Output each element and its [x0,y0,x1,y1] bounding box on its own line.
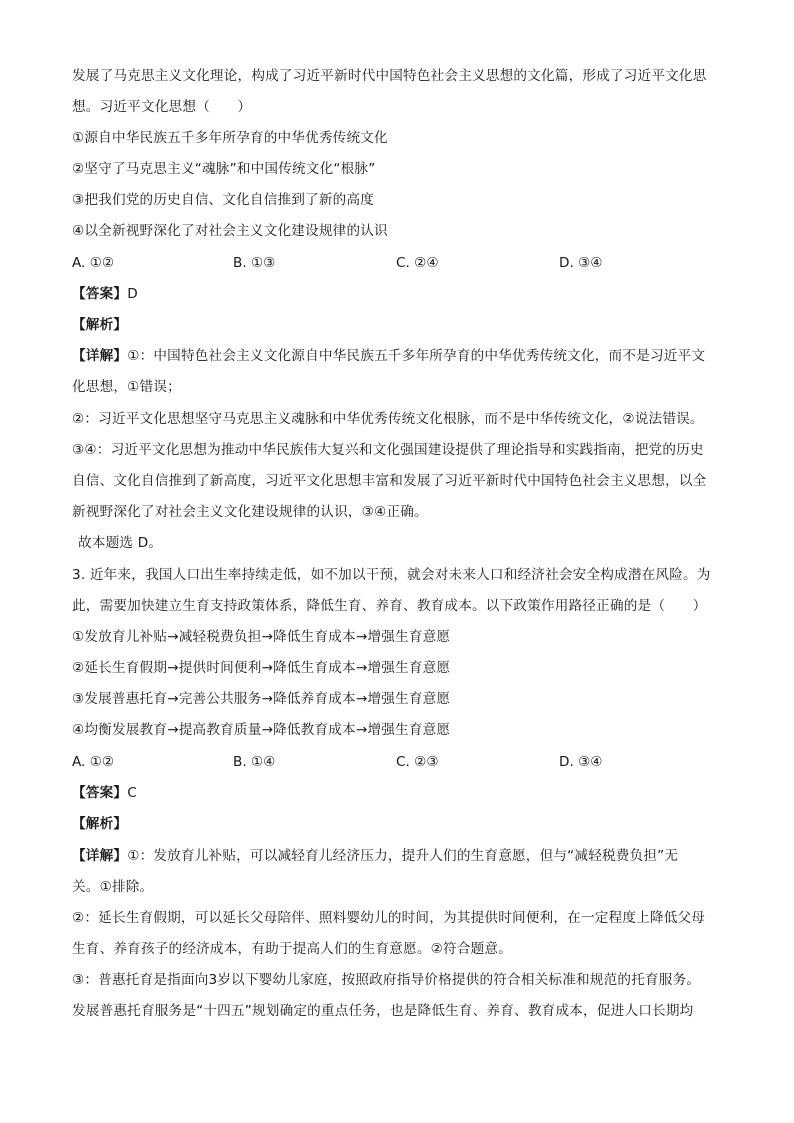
q3-detail-line-5: ③：普惠托育是指面向3岁以下婴幼儿家庭，按照政府指导价格提供的符合相关标准和规范的托育服务。 [72,972,701,988]
q3-item-1: ①发放育儿补贴→减轻税费负担→降低生育成本→增强生育意愿 [72,629,451,645]
q2-option-c: C. ②④ [396,255,439,271]
q2-stem-line-1: 发展了马克思主义文化理论，构成了习近平新时代中国特色社会主义思想的文化篇，形成了习近平文化思 [72,68,707,84]
q3-detail-line-6: 发展普惠托育服务是“十四五”规划确定的重点任务，也是降低生育、养育、教育成本，促进人口长期均 [72,1003,694,1019]
q3-detail-line-4: 生育、养育孩子的经济成本，有助于提高人们的生育意愿。②符合题意。 [72,941,512,957]
q2-detail-label: 【详解】 [72,348,128,364]
q3-detail-line-3: ②：延长生育假期，可以延长父母陪伴、照料婴幼儿的时间，为其提供时间便利，在一定程度上降低父母 [72,910,706,926]
q2-option-d: D. ③④ [559,255,603,271]
q3-option-b: B. ①④ [233,754,276,770]
q2-item-1: ①源自中华民族五千多年所孕育的中华优秀传统文化 [72,130,388,146]
q2-item-4: ④以全新视野深化了对社会主义文化建设规律的认识 [72,223,388,239]
q3-item-3: ③发展普惠托育→完善公共服务→降低养育成本→增强生育意愿 [72,691,451,707]
q2-answer-value: D [127,286,138,302]
q3-stem-line-2: 此，需要加快建立生育支持政策体系，降低生育、养育、教育成本。以下政策作用路径正确的是（ ） [72,598,707,614]
q3-item-4: ④均衡发展教育→提高教育质量→降低教育成本→增强生育意愿 [72,722,451,738]
q3-analysis-label: 【解析】 [72,816,128,832]
q2-item-3: ③把我们党的历史自信、文化自信推到了新的高度 [72,192,375,208]
q2-detail-line-3: ②：习近平文化思想坚守马克思主义魂脉和中华优秀传统文化根脉，而不是中华传统文化，②说法错误。 [72,411,704,427]
q3-option-c: C. ②③ [396,754,439,770]
q2-detail-line-5: 自信、文化自信推到了新高度，习近平文化思想丰富和发展了习近平新时代中国特色社会主义思想，以全 [72,473,707,489]
q3-item-2: ②延长生育假期→提供时间便利→降低生育成本→增强生育意愿 [72,660,451,676]
q2-answer [72,284,138,304]
q3-answer [72,783,137,803]
q2-conclusion: 故本题选 D。 [78,535,163,551]
q3-stem-line-1: 3. 近年来，我国人口出生率持续走低，如不加以干预，就会对未来人口和经济社会安全构成潜在风险。为 [72,567,711,583]
q3-analysis [72,814,127,834]
q2-stem-line-2: 想。习近平文化思想（ ） [72,99,252,115]
q2-option-b: B. ①③ [233,255,276,271]
q2-detail-line-1 [72,346,705,366]
q3-detail-line-1 [72,846,678,866]
q3-answer-label: 【答案】 [72,785,128,801]
q3-option-a: A. ①② [72,754,115,770]
q2-detail-line-4: ③④：习近平文化思想为推动中华民族伟大复兴和文化强国建设提供了理论指导和实践指南，把党的历史 [72,442,704,458]
q3-detail-line-2: 关。①排除。 [72,879,154,895]
q2-detail-text-1: ①：中国特色社会主义文化源自中华民族五千多年所孕育的中华优秀传统文化，而不是习近平文 [127,348,706,364]
q3-option-d: D. ③④ [559,754,603,770]
q2-answer-label: 【答案】 [72,286,128,302]
q3-detail-text-1: ①：发放育儿补贴，可以减轻育儿经济压力，提升人们的生育意愿，但与“减轻税费负担”无 [127,848,679,864]
q2-detail-line-6: 新视野深化了对社会主义文化建设规律的认识，③④正确。 [72,504,428,520]
q2-detail-line-2: 化思想，①错误； [72,379,181,395]
q2-option-a: A. ①② [72,255,115,271]
q3-detail-label: 【详解】 [72,848,128,864]
q3-answer-value: C [127,785,137,801]
q2-item-2: ②坚守了马克思主义“魂脉”和中国传统文化“根脉” [72,161,376,177]
q2-analysis-label: 【解析】 [72,317,128,333]
q2-analysis [72,315,127,335]
